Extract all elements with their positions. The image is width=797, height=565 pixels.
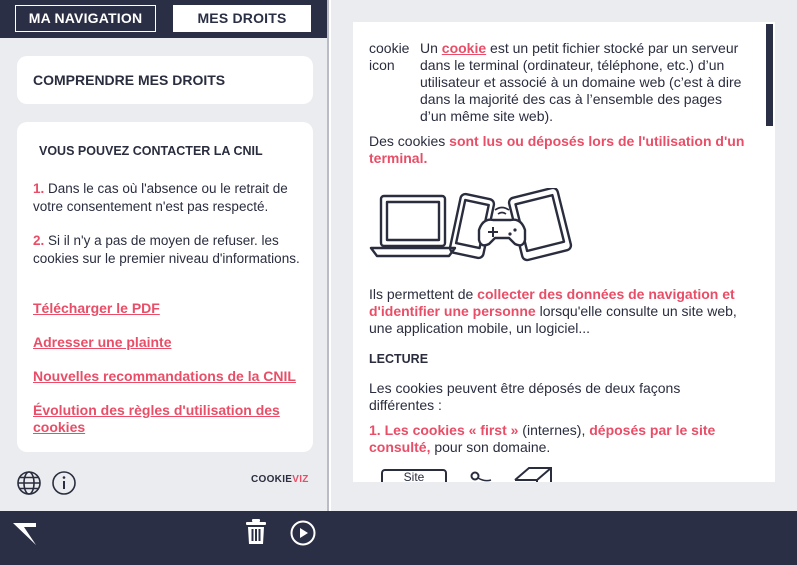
- text-rest: lorsqu'elle consulte un site web, une application mobile, un logiciel...: [369, 303, 737, 336]
- item-number: 1. Les: [369, 422, 413, 438]
- cookie-dot-icon: [472, 473, 479, 480]
- tab-bar: [0, 0, 327, 38]
- card-title: COMPRENDRE MES DROITS: [33, 72, 226, 88]
- text: (internes),: [518, 422, 590, 438]
- play-icon[interactable]: [290, 520, 316, 551]
- cookie-link[interactable]: cookie: [441, 40, 487, 56]
- cookieviz-logo: [251, 474, 309, 485]
- list-item: [33, 232, 303, 267]
- devices-illustration: [369, 188, 589, 269]
- collapse-icon[interactable]: [12, 521, 38, 552]
- download-pdf-link[interactable]: Télécharger le PDF: [33, 300, 160, 316]
- definition-text-rest: est un petit fichier stocké par un serveur dans le terminal (ordinateur, téléphone, etc.) d’un utilisateur et associé à un domaine web (c’est à dire dans la majorité des cas à l’ensemble des pages d’un même site web).: [420, 40, 742, 124]
- paragraph-collect: [369, 286, 749, 337]
- definition-text: Un: [420, 40, 442, 56]
- card-heading: VOUS POUVEZ CONTACTER LA CNIL: [39, 144, 263, 158]
- item-text: Dans le cas où l'absence ou le retrait de votre consentement n'est pas respecté.: [33, 181, 288, 214]
- understand-rights-card[interactable]: [17, 56, 313, 104]
- highlight: collecter des données de navigation et d'identifier une personne: [369, 286, 735, 319]
- cookie-alt-text: cookie: [369, 40, 410, 56]
- right-pane: [331, 0, 797, 511]
- brand-cookie: COOKIE: [251, 474, 293, 485]
- paragraph-two-ways: Les cookies peuvent être déposés de deux façons différentes :: [369, 380, 681, 413]
- list-item: [33, 180, 303, 215]
- recommendations-link[interactable]: Nouvelles recommandations de la CNIL: [33, 368, 296, 384]
- highlight: sont lus ou déposés lors de l'utilisation d'un terminal.: [369, 133, 745, 166]
- contact-cnil-card: [17, 122, 313, 452]
- icon-alt-text: icon: [369, 57, 395, 73]
- item-text: Si il n'y a pas de moyen de refuser. les cookies sur le premier niveau d'informations.: [33, 233, 300, 266]
- text: Ils permettent de: [369, 286, 478, 302]
- info-icon[interactable]: [51, 470, 77, 496]
- item-number: 1.: [33, 181, 45, 196]
- tab-ma-navigation[interactable]: MA NAVIGATION: [15, 5, 156, 32]
- complaint-link[interactable]: Adresser une plainte: [33, 334, 172, 350]
- box-icon: [515, 468, 551, 482]
- item-number: 2.: [33, 233, 45, 248]
- tab-mes-droits[interactable]: MES DROITS: [173, 5, 311, 32]
- text: Des cookies: [369, 133, 450, 149]
- cookie-definition: [420, 40, 750, 125]
- paragraph-read-deposit: [369, 133, 749, 167]
- content-panel[interactable]: [353, 22, 775, 482]
- left-pane: [0, 0, 329, 511]
- section-heading-lecture: LECTURE: [369, 352, 429, 366]
- globe-icon[interactable]: [16, 470, 42, 496]
- site-label: Site: [403, 470, 425, 482]
- bottom-toolbar: [0, 511, 797, 565]
- cookie-icon-placeholder: [369, 40, 409, 74]
- laptop-icon: [371, 196, 455, 256]
- rules-evolution-link[interactable]: Évolution des règles d'utilisation des cookies: [33, 402, 280, 435]
- trash-icon[interactable]: [245, 519, 267, 550]
- first-party-illustration: [381, 466, 561, 482]
- paragraph-first-party: [369, 422, 749, 456]
- highlight: cookies « first »: [412, 422, 519, 438]
- brand-viz: VIZ: [292, 474, 309, 485]
- scrollbar[interactable]: [766, 24, 773, 126]
- highlight: déposés par le site consulté,: [369, 422, 716, 455]
- text-rest: pour son domaine.: [430, 439, 551, 455]
